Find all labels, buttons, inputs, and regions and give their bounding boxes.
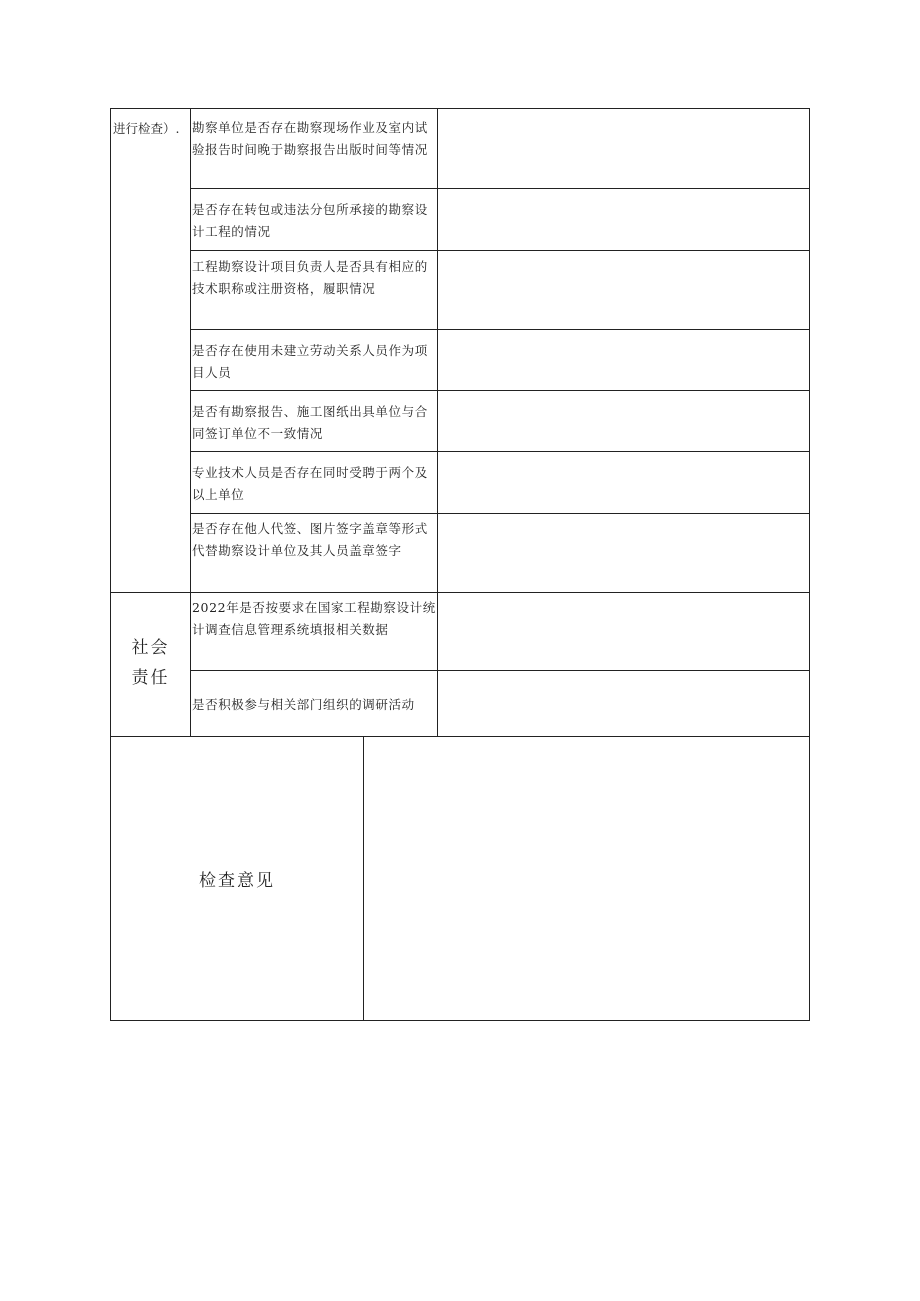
category-label-line1: 社会	[131, 638, 170, 658]
item-labor-relations: 是否存在使用未建立劳动关系人员作为项目人员	[192, 343, 428, 380]
result-dual-employment[interactable]	[438, 452, 809, 513]
item-dual-employment: 专业技术人员是否存在同时受聘于两个及以上单位	[192, 465, 428, 502]
item-research-participation: 是否积极参与相关部门组织的调研活动	[192, 697, 415, 712]
result-proxy-signature[interactable]	[438, 514, 809, 592]
result-statistics-reporting[interactable]	[438, 593, 809, 670]
inspection-opinion-label: 检查意见	[199, 871, 275, 891]
item-subcontracting: 是否存在转包或违法分包所承接的勘察设计工程的情况	[192, 202, 428, 239]
inspection-opinion-field[interactable]	[364, 737, 809, 1020]
item-statistics-reporting: 2022年是否按要求在国家工程勘察设计统计调查信息管理系统填报相关数据	[192, 600, 436, 637]
result-subcontracting[interactable]	[438, 189, 809, 250]
result-issuer-mismatch[interactable]	[438, 391, 809, 451]
item-proxy-signature: 是否存在他人代签、图片签字盖章等形式代替勘察设计单位及其人员盖章签字	[192, 521, 428, 558]
result-research-participation[interactable]	[438, 671, 809, 736]
item-project-leader-qualification: 工程勘察设计项目负责人是否具有相应的技术职称或注册资格，履职情况	[192, 259, 428, 296]
result-labor-relations[interactable]	[438, 330, 809, 390]
item-survey-report-timing: 勘察单位是否存在勘察现场作业及室内试验报告时间晚于勘察报告出版时间等情况	[192, 120, 428, 157]
category-fragment: 进行检查）.	[113, 121, 180, 136]
item-issuer-mismatch: 是否有勘察报告、施工图纸出具单位与合同签订单位不一致情况	[192, 404, 428, 441]
result-project-leader-qualification[interactable]	[438, 251, 809, 329]
category-cell-section1	[113, 118, 189, 140]
result-survey-report-timing[interactable]	[438, 109, 809, 188]
category-cell-social-responsibility	[111, 633, 190, 693]
category-label-line2: 责任	[131, 668, 170, 688]
